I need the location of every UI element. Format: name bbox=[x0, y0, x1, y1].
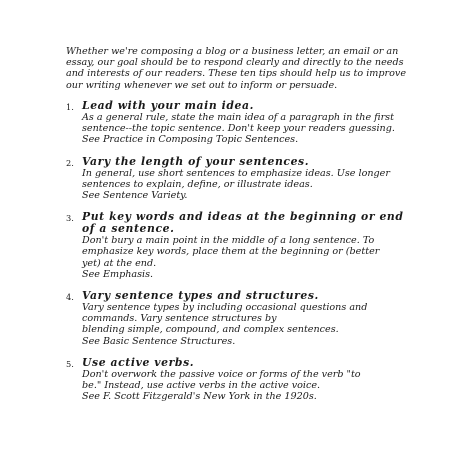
tip-number: 4. bbox=[66, 292, 74, 303]
tip-body-line: Don't overwork the passive voice or forms of the verb "to bbox=[82, 368, 361, 380]
tip-number: 1. bbox=[66, 102, 74, 112]
tip-number: 2. bbox=[66, 157, 74, 168]
tip-number: 3. bbox=[66, 213, 74, 224]
tip-number: 5. bbox=[66, 358, 74, 369]
tip-body-line: Vary sentence types by including occasional questions and bbox=[82, 302, 368, 314]
tip-body-line: blending simple, compound, and complex sentences. bbox=[82, 324, 339, 336]
tip-body-line: Don't bury a main point in the middle of a long sentence. To bbox=[82, 235, 375, 247]
tip-heading: Lead with your main idea. bbox=[82, 99, 254, 112]
tip-body-line: sentences to explain, define, or illustrate ideas. bbox=[82, 178, 313, 190]
tip-body-line: See F. Scott Fitzgerald's New York in the 1920s. bbox=[82, 391, 317, 403]
tip-body-line: emphasize key words, place them at the beginning or (better bbox=[82, 246, 380, 258]
tip-body-line: sentence--the topic sentence. Don't keep your readers guessing. bbox=[82, 123, 395, 135]
tip-item-2 bbox=[66, 156, 406, 202]
intro-paragraph: Whether we're composing a blog or a business letter, an email or an essay, our goal should be to respond clearly and directly to the needs and interests of our readers. These ten tips should help us to improve our writing whenever we set out to inform or persuade. bbox=[66, 46, 406, 91]
tip-body-line: be." Instead, use active verbs in the active voice. bbox=[82, 380, 321, 392]
tip-heading: Vary sentence types and structures. bbox=[82, 289, 319, 303]
tip-body-line: As a general rule, state the main idea of a paragraph in the first bbox=[82, 112, 394, 123]
tip-body-line: See Basic Sentence Structures. bbox=[82, 335, 236, 347]
tip-item-3 bbox=[66, 211, 406, 280]
tips-list bbox=[66, 100, 406, 412]
tip-body-line: In general, use short sentences to emphasize ideas. Use longer bbox=[82, 167, 390, 179]
tip-heading: Use active verbs. bbox=[82, 355, 195, 369]
tip-item-4 bbox=[66, 290, 406, 347]
tip-body-line: commands. Vary sentence structures by bbox=[82, 313, 277, 325]
tip-heading: Vary the length of your sentences. bbox=[82, 154, 310, 168]
tip-body-line: yet) at the end. bbox=[82, 257, 157, 269]
tip-item-5 bbox=[66, 357, 406, 403]
tip-heading: Put key words and ideas at the beginning or end of a sentence. bbox=[82, 210, 404, 236]
tip-body-line: See Sentence Variety. bbox=[82, 190, 188, 202]
tip-body-line: See Practice in Composing Topic Sentences. bbox=[82, 134, 299, 146]
tip-body-line: See Emphasis. bbox=[82, 268, 154, 280]
tip-item-1 bbox=[66, 100, 406, 146]
